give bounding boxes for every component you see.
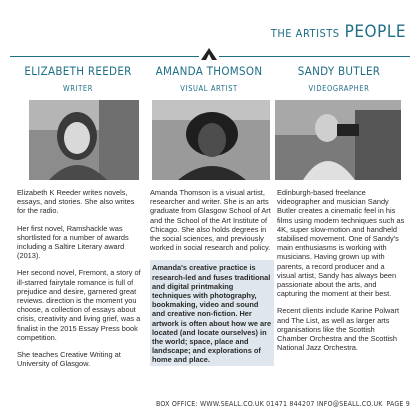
artist-name: SANDY BUTLER <box>297 64 381 78</box>
artist-column-thomson <box>148 64 270 93</box>
bio-paragraph: Elizabeth K Reeder writes novels, essays, and stories. She also writes for the radio. <box>17 188 135 216</box>
artist-column-reeder <box>17 64 139 93</box>
artist-photo-reeder <box>29 100 139 180</box>
artist-role: VISUAL ARTIST <box>180 84 238 93</box>
bio-paragraph: Amanda's creative practice is research-led and fuses traditional and digital printmaking techniques with photography, bookmaking, video and sound and creative non-fiction. Her artwork is often about how we are located (and locate ourselves) in the world; space, place and landscape; and explorations of home and place. <box>152 263 272 365</box>
page-number: PAGE 9 <box>386 400 410 408</box>
page-title-prefix: THE ARTISTS <box>270 27 340 40</box>
artist-photo-thomson <box>152 100 270 180</box>
seall-logo-icon <box>199 47 219 61</box>
artist-column-butler <box>278 64 400 93</box>
bio-paragraph: Edinburgh-based freelance videographer and musician Sandy Butler creates a cinematic feel in his films using modern techniques such as 4K, super slow-motion and handheld stabilised movement. One of Sandy's main enthusiasms is working with musicians. Having grown up with parents, a record producer and a visual artist, Sandy has always been passionate about the arts, and capturing the moment at their best. <box>277 188 405 299</box>
artist-name: ELIZABETH REEDER <box>24 64 132 78</box>
artist-photo-butler <box>275 100 401 180</box>
artist-name: AMANDA THOMSON <box>155 64 263 78</box>
footer-contact: BOX OFFICE: WWW.SEALL.CO.UK 01471 844207 INFO@SEALL.CO.UK <box>156 400 383 408</box>
artist-bio-reeder <box>17 188 143 376</box>
artist-bio-thomson <box>150 188 274 366</box>
bio-paragraph: Her second novel, Fremont, a story of ill-starred fairytale romance is full of prejudice and desire, garnered great reviews. direction is the moment you choose, a collection of essays about crisis, creativity and living grief, was a finalist in the 2015 Essay Press book competition. <box>17 268 141 342</box>
artist-role: WRITER <box>62 84 94 93</box>
bio-paragraph: Her first novel, Ramshackle was shortlisted for a number of awards including a Saltire Literary award (2013). <box>17 223 129 261</box>
artist-bio-butler <box>277 188 405 360</box>
bio-highlight-box <box>150 260 274 365</box>
bio-paragraph: Amanda Thomson is a visual artist, researcher and writer. She is an arts graduate from Glasgow School of Art and the School of the Art Institute of Chicago. She also holds degrees in the social sciences, and previously worked in social research and policy. <box>150 188 271 253</box>
bio-paragraph: Recent clients include Karine Polwart and The List, as well as larger arts organisations like the Scottish Chamber Orchestra and the Scottish National Jazz Orchestra. <box>277 306 400 353</box>
footer <box>156 400 410 408</box>
page-title <box>271 22 406 42</box>
page-title-main: PEOPLE <box>344 22 406 42</box>
bio-paragraph: She teaches Creative Writing at University of Glasgow. <box>17 350 121 369</box>
artist-role: VIDEOGRAPHER <box>308 84 370 93</box>
